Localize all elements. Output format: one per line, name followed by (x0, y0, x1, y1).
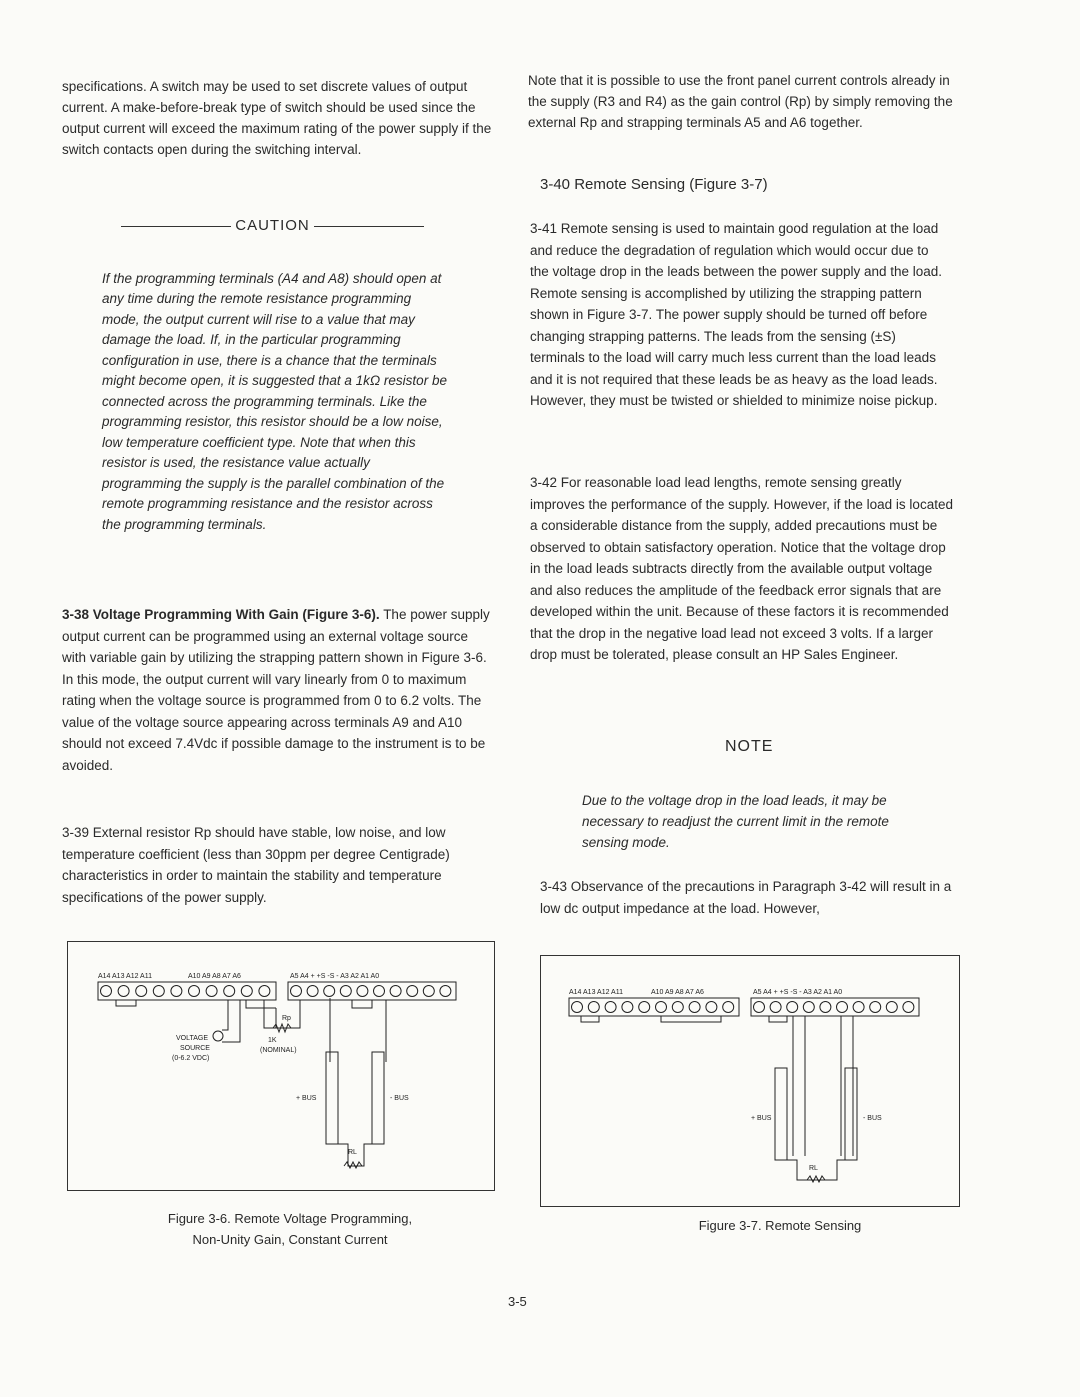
caution-text: If the programming terminals (A4 and A8) should open at any time during the remote resistance programming mode, the output current will rise to a value that may damage the load. If, in the particular programming configuration in use, there is a chance that the terminals might become open, it is suggested that a 1kΩ resistor be connected across the programming terminals. Like the programming resistor, this resistor should be a low noise, low temperature coefficient type. Note that when this resistor is used, the resistance value actually programming the supply is the parallel combination of the remote programming resistance and the resistor across the programming terminals. (102, 270, 447, 532)
left-intro-text: specifications. A switch may be used to set discrete values of output current. A make-before-break type of switch should be used since the output current will exceed the maximum rating of the power supply if the switch contacts open during the switching interval. (62, 79, 492, 157)
fig36-terminal-label-group3: A5 A4 + +S -S - A3 A2 A1 A0 (290, 973, 380, 980)
fig37-minus-bus-bar (845, 1068, 857, 1160)
paragraph-3-43: 3-43 Observance of the precautions in Paragraph 3-42 will result in a low dc output impedance at the load. However, (540, 879, 952, 916)
terminal-screw-icon (224, 986, 235, 997)
fig36-terminal-strip-right (288, 982, 456, 1000)
fig36-nominal: (NOMINAL) (260, 1047, 297, 1054)
fig36-load-label: RL (348, 1149, 357, 1156)
terminal-screw-icon (672, 1002, 683, 1013)
fig37-load-resistor (807, 1176, 825, 1182)
terminal-screw-icon (803, 1002, 814, 1013)
fig37-bus-minus: - BUS (863, 1115, 882, 1122)
left-column (62, 76, 492, 160)
fig36-rp-value: 1K (268, 1037, 277, 1044)
terminal-screw-icon (374, 986, 385, 997)
terminal-screw-icon (357, 986, 368, 997)
terminal-screw-icon (787, 1002, 798, 1013)
terminal-screw-icon (723, 1002, 734, 1013)
paragraph-3-42: 3-42 For reasonable load lead lengths, remote sensing greatly improves the performance of the supply. However, if the load is located a considerable distance from the supply, added precautions must be observed to obtain satisfactory operation. Notice that the voltage drop in the load leads subtracts directly from the available output voltage and also reduces the amplitude of the feedback error signals that are developed within the unit. Because of these factors it is recommended that the drop in the negative load lead not exceed 3 volts. If a larger drop must be tolerated, please consult an HP Sales Engineer. (530, 475, 953, 662)
terminal-screw-icon (903, 1002, 914, 1013)
paragraph-3-38-text: The power supply output current can be programmed using an external voltage source with variable gain by utilizing the strapping pattern shown in Figure 3-6. In this mode, the output current will vary linearly from 0 to maximum rating when the voltage source is programmed from 0 to 6.2 volts. The value of the voltage source appearing across terminals A9 and A10 should not exceed 7.4Vdc if possible damage to the instrument is to be avoided. (62, 607, 490, 773)
terminal-screw-icon (689, 1002, 700, 1013)
figure-3-7-caption: Figure 3-7. Remote Sensing (698, 1218, 862, 1233)
figure-3-6-diagram (68, 942, 494, 1190)
fig37-terminal-label-group3: A5 A4 + +S -S - A3 A2 A1 A0 (753, 989, 843, 996)
fig36-rp-label: Rp (282, 1015, 291, 1022)
terminal-screw-icon (101, 986, 112, 997)
fig37-load-label: RL (809, 1165, 818, 1172)
terminal-screw-icon (291, 986, 302, 997)
fig37-terminal-label-group1: A14 A13 A12 A11 (569, 989, 623, 996)
note-title: NOTE (725, 738, 774, 755)
fig37-terminal-strip-left (569, 998, 739, 1016)
terminal-screw-icon (407, 986, 418, 997)
paragraph-3-38-title: 3-38 Voltage Programming With Gain (Figure 3-6). (62, 607, 380, 622)
terminal-screw-icon (241, 986, 252, 997)
terminal-screw-icon (754, 1002, 765, 1013)
terminal-screw-icon (605, 1002, 616, 1013)
figure-3-6 (67, 941, 495, 1191)
fig37-plus-bus-bar (775, 1068, 787, 1160)
paragraph-3-39: 3-39 External resistor Rp should have stable, low noise, and low temperature coefficient (less than 30ppm per degree Centigrade) characteristics in order to maintain the stability and temperature specifications of the power supply. (62, 825, 450, 905)
fig36-source-range: (0-6.2 VDC) (172, 1055, 210, 1062)
fig36-bus-plus: + BUS (296, 1095, 317, 1102)
figure-3-7-diagram (541, 956, 959, 1206)
fig36-terminal-label-group2: A10 A9 A8 A7 A6 (188, 973, 241, 980)
terminal-screw-icon (118, 986, 129, 997)
page-number: 3-5 (508, 1294, 527, 1309)
terminal-screw-icon (706, 1002, 717, 1013)
terminal-screw-icon (307, 986, 318, 997)
terminal-screw-icon (853, 1002, 864, 1013)
fig36-terminal-strip-left (98, 982, 276, 1000)
fig36-source-label-1: VOLTAGE (176, 1035, 209, 1042)
note-text: Due to the voltage drop in the load leads, it may be necessary to readjust the current limit in the remote sensing mode. (582, 792, 889, 850)
figure-3-6-caption-line1: Figure 3-6. Remote Voltage Programming, (167, 1211, 413, 1226)
caution-heading (100, 217, 445, 234)
fig36-terminal-label-group1: A14 A13 A12 A11 (98, 973, 152, 980)
terminal-screw-icon (870, 1002, 881, 1013)
terminal-screw-icon (324, 986, 335, 997)
terminal-screw-icon (440, 986, 451, 997)
terminal-screw-icon (656, 1002, 667, 1013)
fig36-voltage-source-symbol (213, 1031, 223, 1041)
paragraph-3-41: 3-41 Remote sensing is used to maintain good regulation at the load and reduce the degradation of regulation which would occur due to the voltage drop in the leads between the power supply and the load. Remote sensing is accomplished by utilizing the strapping pattern shown in Figure 3-7. The power supply should be turned off before changing strapping patterns. The leads from the sensing (±S) terminals to the load will carry much less current than the load leads and it is not required that these leads be as heavy as the load leads. However, they must be twisted or shielded to minimize noise pickup. (530, 221, 943, 408)
fig37-bus-plus: + BUS (751, 1115, 772, 1122)
caution-rule-left (121, 226, 231, 227)
right-intro-text: Note that it is possible to use the front panel current controls already in the supply (R3 and R4) as the gain control (Rp) by simply removing the external Rp and strapping terminals A5 and A6 together. (528, 73, 953, 130)
caution-rule-right (314, 226, 424, 227)
terminal-screw-icon (171, 986, 182, 997)
caution-title: CAUTION (235, 217, 310, 234)
terminal-screw-icon (206, 986, 217, 997)
figure-3-6-caption (120, 1208, 460, 1250)
fig36-load-resistor (344, 1162, 362, 1168)
terminal-screw-icon (423, 986, 434, 997)
terminal-screw-icon (886, 1002, 897, 1013)
terminal-screw-icon (639, 1002, 650, 1013)
terminal-screw-icon (588, 1002, 599, 1013)
terminal-screw-icon (340, 986, 351, 997)
terminal-screw-icon (390, 986, 401, 997)
terminal-screw-icon (820, 1002, 831, 1013)
terminal-screw-icon (622, 1002, 633, 1013)
terminal-screw-icon (572, 1002, 583, 1013)
right-column (528, 70, 958, 133)
fig37-terminal-strip-right (751, 998, 919, 1016)
terminal-screw-icon (189, 986, 200, 997)
fig36-source-label-2: SOURCE (180, 1045, 210, 1052)
figure-3-7 (540, 955, 960, 1207)
fig36-straps (116, 1000, 276, 1028)
paragraph-3-38 (62, 604, 492, 776)
fig37-terminal-label-group2: A10 A9 A8 A7 A6 (651, 989, 704, 996)
fig36-bus-minus: - BUS (390, 1095, 409, 1102)
terminal-screw-icon (770, 1002, 781, 1013)
terminal-screw-icon (136, 986, 147, 997)
fig37-terminal-screws (572, 1002, 914, 1013)
section-heading-3-40: 3-40 Remote Sensing (Figure 3-7) (540, 176, 768, 193)
terminal-screw-icon (259, 986, 270, 997)
fig37-straps (581, 1016, 787, 1022)
terminal-screw-icon (837, 1002, 848, 1013)
fig36-plus-bus-bar (326, 1052, 338, 1144)
terminal-screw-icon (153, 986, 164, 997)
fig36-source-wires (222, 1000, 240, 1042)
fig36-minus-bus-bar (372, 1052, 384, 1144)
figure-3-6-caption-line2: Non-Unity Gain, Constant Current (192, 1232, 388, 1247)
